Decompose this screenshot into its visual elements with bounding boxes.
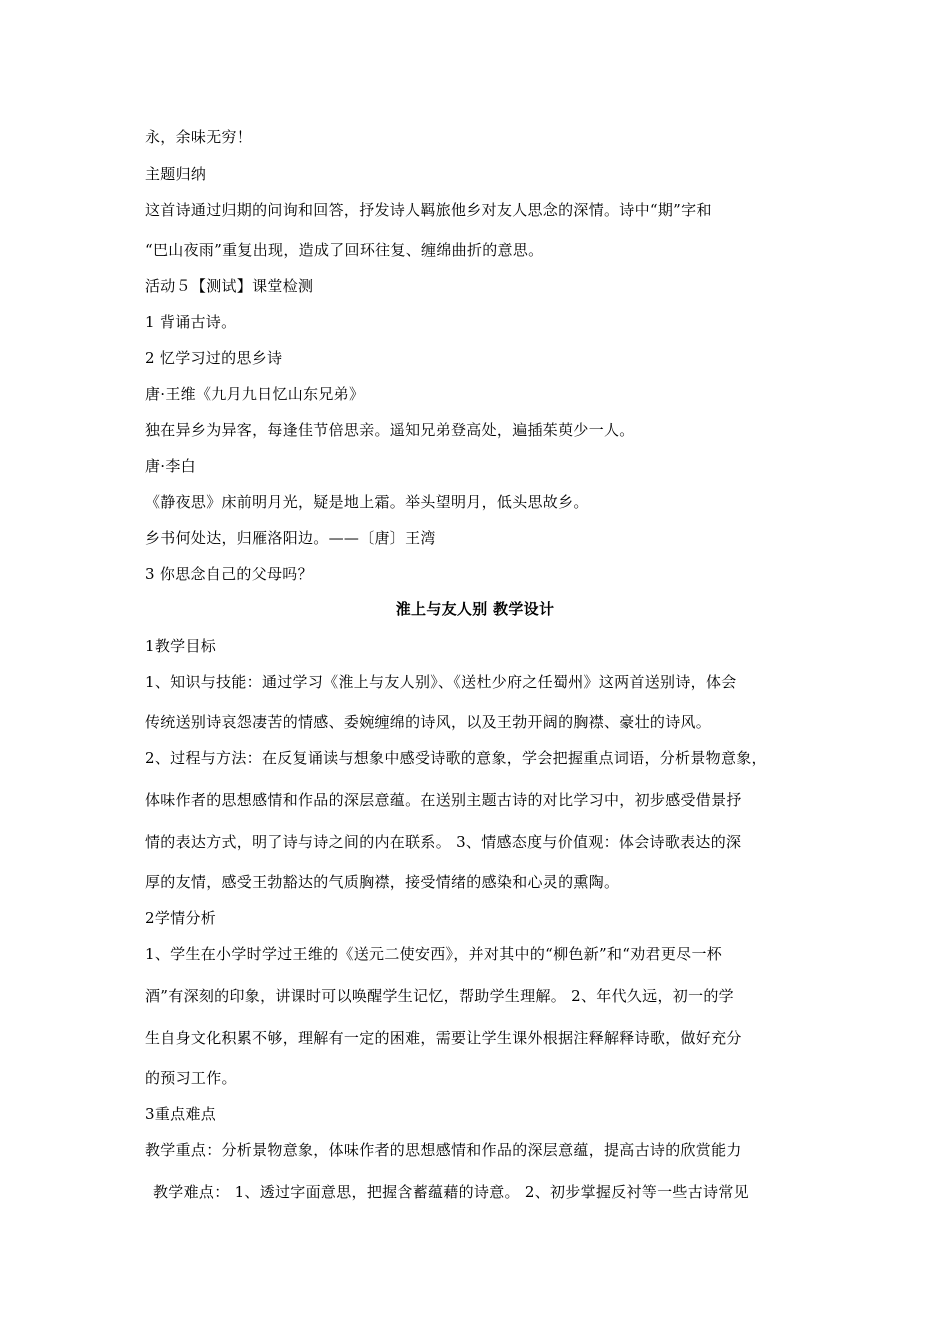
poem-text: 《静夜思》床前明月光，疑是地上霜。举头望明月，低头思故乡。 xyxy=(145,493,589,511)
text-line: “巴山夜雨”重复出现，造成了回环往复、缠绵曲折的意思。 xyxy=(145,241,544,259)
poem-text: 乡书何处达，归雁洛阳边。——〔唐〕王湾 xyxy=(145,529,436,547)
text-line: 这首诗通过归期的问询和回答，抒发诗人羁旅他乡对友人思念的深情。诗中“期”字和 xyxy=(145,201,712,219)
list-item: 1 背诵古诗。 xyxy=(145,313,237,331)
text-line: 教学难点： 1、透过字面意思，把握含蓄蕴藉的诗意。 2、初步掌握反衬等一些古诗常见 xyxy=(153,1183,749,1201)
list-item: 3 你思念自己的父母吗？ xyxy=(145,565,313,583)
text-line: 情的表达方式，明了诗与诗之间的内在联系。 3、情感态度与价值观：体会诗歌表达的深 xyxy=(145,833,742,851)
text-line: 酒”有深刻的印象，讲课时可以唤醒学生记忆，帮助学生理解。 2、年代久远，初一的学 xyxy=(145,987,734,1005)
text-line: 的预习工作。 xyxy=(145,1069,237,1087)
activity-heading: 活动５【测试】课堂检测 xyxy=(145,277,314,295)
subsection-heading: 3重点难点 xyxy=(145,1105,217,1123)
section-title: 淮上与友人别 教学设计 xyxy=(395,600,555,618)
text-line: 1、学生在小学时学过王维的《送元二使安西》，并对其中的“柳色新”和“劝君更尽一杯 xyxy=(145,945,723,963)
section-heading: 主题归纳 xyxy=(145,165,207,183)
subsection-heading: 1教学目标 xyxy=(145,637,217,655)
text-line: 体味作者的思想感情和作品的深层意蕴。在送别主题古诗的对比学习中，初步感受借景抒 xyxy=(145,791,742,809)
poem-title: 唐·王维《九月九日忆山东兄弟》 xyxy=(145,385,365,403)
poem-text: 独在异乡为异客，每逢佳节倍思亲。遥知兄弟登高处，遍插茱萸少一人。 xyxy=(145,421,635,439)
text-line: 厚的友情，感受王勃豁达的气质胸襟，接受情绪的感染和心灵的熏陶。 xyxy=(145,873,620,891)
text-line: 1、知识与技能：通过学习《淮上与友人别》、《送杜少府之任蜀州》这两首送别诗，体会 xyxy=(145,673,737,691)
text-line: 生自身文化积累不够，理解有一定的困难，需要让学生课外根据注释解释诗歌，做好充分 xyxy=(145,1029,742,1047)
text-line: 传统送别诗哀怨凄苦的情感、委婉缠绵的诗风，以及王勃开阔的胸襟、豪壮的诗风。 xyxy=(145,713,712,731)
text-line: 教学重点：分析景物意象，体味作者的思想感情和作品的深层意蕴，提高古诗的欣赏能力 xyxy=(145,1141,742,1159)
subsection-heading: 2学情分析 xyxy=(145,909,217,927)
list-item: 2 忆学习过的思乡诗 xyxy=(145,349,283,367)
text-line: 2、过程与方法：在反复诵读与想象中感受诗歌的意象，学会把握重点词语，分析景物意象， xyxy=(145,749,767,767)
poem-author: 唐·李白 xyxy=(145,457,196,475)
text-line: 永，余味无穷！ xyxy=(145,128,253,146)
